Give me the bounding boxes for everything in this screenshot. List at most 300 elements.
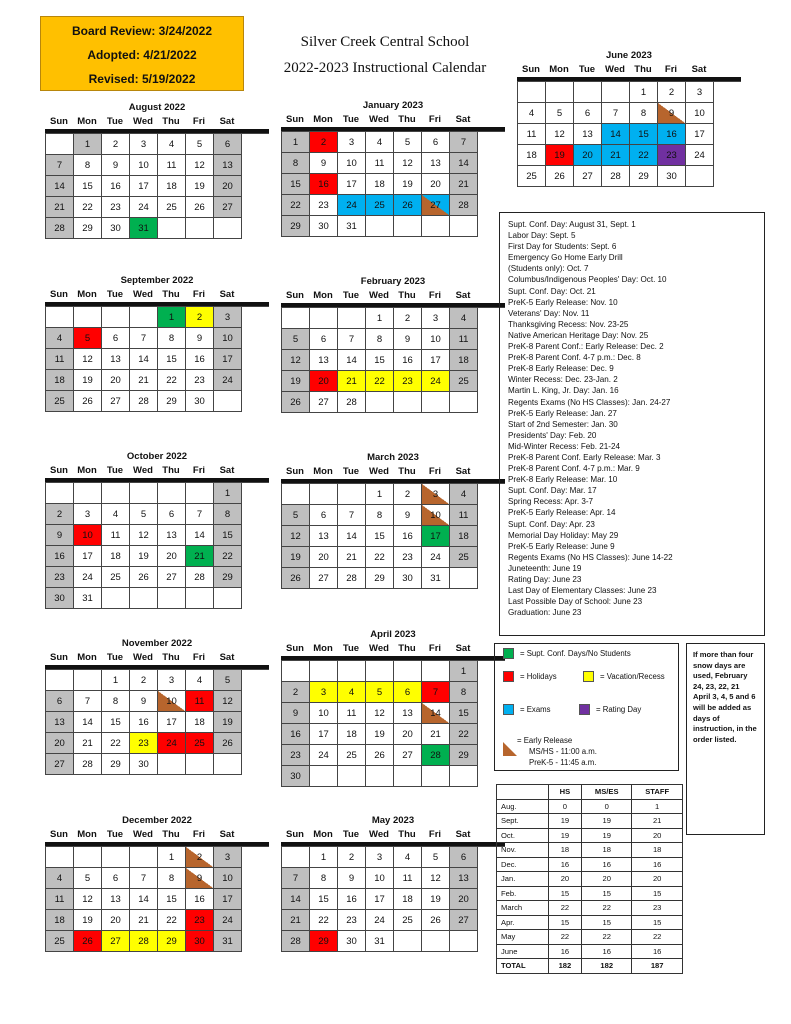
weekday-label: Tue xyxy=(578,64,596,75)
day-cell: 5 xyxy=(546,103,574,124)
month-name: September 2022 xyxy=(120,275,194,286)
day-grid xyxy=(281,307,505,413)
day-cell: 8 xyxy=(310,868,338,889)
day-grid xyxy=(45,133,269,239)
day-cell: 17 xyxy=(422,526,450,547)
day-cell: 30 xyxy=(658,166,686,187)
day-grid xyxy=(45,669,269,775)
day-cell: 24 xyxy=(366,910,394,931)
empty-cell xyxy=(130,307,158,328)
day-cell: 27 xyxy=(450,910,478,931)
weekday-label: Mon xyxy=(313,643,333,654)
day-cell: 7 xyxy=(186,504,214,525)
table-cell: 22 xyxy=(582,930,632,945)
day-cell: 31 xyxy=(214,931,242,952)
table-cell: 16 xyxy=(582,944,632,959)
day-cell: 24 xyxy=(686,145,714,166)
weekday-label: Sat xyxy=(455,829,471,840)
day-cell: 4 xyxy=(46,328,74,349)
day-cell: 17 xyxy=(338,174,366,195)
day-cell: 15 xyxy=(214,525,242,546)
day-cell: 1 xyxy=(158,307,186,328)
day-cell: 25 xyxy=(338,745,366,766)
day-grid xyxy=(517,81,741,187)
day-cell: 23 xyxy=(46,567,74,588)
note-line: Columbus/Indigenous Peoples' Day: Oct. 10 xyxy=(508,275,667,285)
table-cell: 15 xyxy=(632,915,683,930)
day-cell: 11 xyxy=(102,525,130,546)
day-cell: 17 xyxy=(214,349,242,370)
day-cell: 8 xyxy=(282,153,310,174)
day-cell: 14 xyxy=(282,889,310,910)
table-cell: 20 xyxy=(632,828,683,843)
day-cell: 6 xyxy=(310,329,338,350)
day-cell: 24 xyxy=(422,371,450,392)
day-cell: 10 xyxy=(422,329,450,350)
table-row xyxy=(497,886,683,901)
note-line: Supt. Conf. Day: Oct. 21 xyxy=(508,286,596,296)
day-cell: 23 xyxy=(394,547,422,568)
day-cell: 15 xyxy=(158,349,186,370)
weekday-label: Mon xyxy=(77,829,97,840)
note-line: Memorial Day Holiday: May 29 xyxy=(508,530,619,540)
day-cell: 22 xyxy=(214,546,242,567)
empty-cell xyxy=(186,483,214,504)
weekday-label: Fri xyxy=(192,652,206,663)
day-cell: 4 xyxy=(394,847,422,868)
weekday-label: Sun xyxy=(522,64,540,75)
day-cell: 16 xyxy=(310,174,338,195)
empty-cell xyxy=(214,588,242,609)
day-cell: 16 xyxy=(394,350,422,371)
day-cell: 1 xyxy=(214,483,242,504)
day-cell: 15 xyxy=(450,703,478,724)
day-cell: 12 xyxy=(214,691,242,712)
note-line: Supt. Conf. Day: Mar. 17 xyxy=(508,486,597,496)
day-cell: 31 xyxy=(422,568,450,589)
day-cell: 3 xyxy=(74,504,102,525)
weekday-label: Fri xyxy=(192,465,206,476)
weekday-label: Wed xyxy=(133,829,153,840)
day-cell: 6 xyxy=(310,505,338,526)
day-cell: 3 xyxy=(338,132,366,153)
day-cell: 27 xyxy=(394,745,422,766)
note-line: PreK-8 Early Release: Dec. 9 xyxy=(508,364,614,374)
note-line: Supt. Conf. Day: August 31, Sept. 1 xyxy=(508,220,636,229)
note-line: Supt. Conf. Day: Apr. 23 xyxy=(508,519,595,529)
table-cell: 18 xyxy=(548,843,581,858)
weekday-label: Mon xyxy=(313,114,333,125)
table-cell: March xyxy=(497,901,549,916)
weekday-label: Sun xyxy=(286,643,304,654)
note-line: Regents Exams (No HS Classes): Jan. 24-27 xyxy=(508,397,671,407)
weekday-header xyxy=(45,652,269,665)
weekday-label: Wed xyxy=(369,290,389,301)
day-cell: 15 xyxy=(366,526,394,547)
day-cell: 25 xyxy=(158,197,186,218)
day-cell: 26 xyxy=(366,745,394,766)
weekday-header xyxy=(517,64,741,77)
day-cell: 25 xyxy=(450,371,478,392)
day-cell: 12 xyxy=(282,526,310,547)
day-cell: 6 xyxy=(214,134,242,155)
day-cell: 10 xyxy=(686,103,714,124)
table-cell: 15 xyxy=(548,886,581,901)
day-cell: 14 xyxy=(130,349,158,370)
day-cell: 22 xyxy=(450,724,478,745)
day-cell: 26 xyxy=(186,197,214,218)
note-line: PreK-5 Early Release: Jan. 27 xyxy=(508,408,617,418)
table-cell: 23 xyxy=(632,901,683,916)
day-cell: 19 xyxy=(130,546,158,567)
weekday-label: Tue xyxy=(342,114,360,125)
day-cell: 18 xyxy=(158,176,186,197)
day-cell: 12 xyxy=(366,703,394,724)
table-cell: 0 xyxy=(548,799,581,814)
day-cell: 22 xyxy=(282,195,310,216)
day-cell: 4 xyxy=(450,484,478,505)
weekday-label: Wed xyxy=(369,466,389,477)
day-cell: 23 xyxy=(310,195,338,216)
note-line: PreK-8 Parent Conf. Early Release: Mar. 3 xyxy=(508,452,661,462)
day-cell: 16 xyxy=(46,546,74,567)
empty-cell xyxy=(282,847,310,868)
day-cell: 27 xyxy=(310,392,338,413)
day-cell: 3 xyxy=(422,308,450,329)
note-line: Regents Exams (No HS Classes): June 14-22 xyxy=(508,552,673,562)
day-cell: 22 xyxy=(158,910,186,931)
day-cell: 26 xyxy=(214,733,242,754)
weekday-label: Fri xyxy=(428,643,442,654)
day-cell: 18 xyxy=(102,546,130,567)
day-cell: 28 xyxy=(422,745,450,766)
weekday-header xyxy=(281,466,505,479)
day-cell: 29 xyxy=(310,931,338,952)
weekday-label: Sat xyxy=(455,290,471,301)
empty-cell xyxy=(214,754,242,775)
weekday-header xyxy=(281,114,505,127)
table-cell: 22 xyxy=(548,901,581,916)
empty-cell xyxy=(450,568,478,589)
day-cell: 3 xyxy=(130,134,158,155)
weekday-label: Sat xyxy=(219,829,235,840)
table-cell: 16 xyxy=(632,857,683,872)
day-cell: 16 xyxy=(658,124,686,145)
day-cell: 2 xyxy=(46,504,74,525)
weekday-label: Wed xyxy=(369,829,389,840)
day-cell: 4 xyxy=(450,308,478,329)
empty-cell xyxy=(394,216,422,237)
table-row xyxy=(497,843,683,858)
weekday-label: Thu xyxy=(634,64,652,75)
day-cell: 29 xyxy=(282,216,310,237)
table-cell: 18 xyxy=(582,843,632,858)
day-cell: 23 xyxy=(130,733,158,754)
table-cell: Nov. xyxy=(497,843,549,858)
day-cell: 1 xyxy=(366,308,394,329)
adopted-date: Adopted: 4/21/2022 xyxy=(87,48,197,62)
day-cell: 17 xyxy=(214,889,242,910)
weekday-label: Thu xyxy=(398,466,416,477)
yellow-swatch-icon xyxy=(583,671,594,682)
day-cell: 23 xyxy=(282,745,310,766)
day-cell: 10 xyxy=(366,868,394,889)
table-cell: 16 xyxy=(632,944,683,959)
day-cell: 11 xyxy=(366,153,394,174)
day-cell: 13 xyxy=(574,124,602,145)
day-cell: 14 xyxy=(338,350,366,371)
weekday-label: Tue xyxy=(106,652,124,663)
table-cell: Aug. xyxy=(497,799,549,814)
table-row xyxy=(497,872,683,887)
board-review-date: Board Review: 3/24/2022 xyxy=(71,24,213,38)
day-cell: 11 xyxy=(450,329,478,350)
weekday-label: Mon xyxy=(549,64,569,75)
day-cell: 11 xyxy=(158,155,186,176)
revised-date: Revised: 5/19/2022 xyxy=(88,72,196,86)
weekday-label: Tue xyxy=(106,289,124,300)
day-cell: 2 xyxy=(130,670,158,691)
day-cell: 5 xyxy=(282,505,310,526)
day-grid xyxy=(45,482,269,609)
day-cell: 16 xyxy=(338,889,366,910)
weekday-label: Sat xyxy=(455,466,471,477)
weekday-label: Sun xyxy=(50,289,68,300)
day-cell: 5 xyxy=(394,132,422,153)
table-cell: June xyxy=(497,944,549,959)
empty-cell xyxy=(74,670,102,691)
empty-cell xyxy=(422,931,450,952)
day-cell: 28 xyxy=(74,754,102,775)
day-cell: 29 xyxy=(158,931,186,952)
day-cell: 14 xyxy=(450,153,478,174)
weekday-label: Wed xyxy=(133,116,153,127)
weekday-label: Fri xyxy=(192,829,206,840)
note-line: PreK-8 Early Release: Mar. 10 xyxy=(508,475,618,485)
empty-cell xyxy=(186,754,214,775)
weekday-label: Sun xyxy=(50,829,68,840)
table-row xyxy=(497,915,683,930)
note-line: Rating Day: June 23 xyxy=(508,575,582,584)
day-cell: 31 xyxy=(338,216,366,237)
day-cell: 10 xyxy=(158,691,186,712)
table-cell: 20 xyxy=(582,872,632,887)
day-cell: 3 xyxy=(422,484,450,505)
legend-exams: = Exams xyxy=(503,704,551,715)
day-cell: 20 xyxy=(574,145,602,166)
day-cell: 2 xyxy=(186,847,214,868)
weekday-label: Wed xyxy=(369,643,389,654)
table-row xyxy=(497,814,683,829)
day-cell: 21 xyxy=(186,546,214,567)
empty-cell xyxy=(310,661,338,682)
day-cell: 20 xyxy=(46,733,74,754)
day-cell: 4 xyxy=(518,103,546,124)
month-june-2023 xyxy=(517,50,741,187)
day-cell: 27 xyxy=(214,197,242,218)
day-cell: 21 xyxy=(282,910,310,931)
weekday-label: Thu xyxy=(398,290,416,301)
day-cell: 11 xyxy=(186,691,214,712)
weekday-label: Fri xyxy=(428,829,442,840)
weekday-label: Wed xyxy=(133,652,153,663)
weekday-label: Fri xyxy=(428,466,442,477)
day-cell: 8 xyxy=(102,691,130,712)
day-cell: 31 xyxy=(74,588,102,609)
day-cell: 19 xyxy=(282,547,310,568)
day-cell: 21 xyxy=(338,371,366,392)
day-cell: 12 xyxy=(394,153,422,174)
day-cell: 4 xyxy=(158,134,186,155)
table-cell: 0 xyxy=(582,799,632,814)
table-cell: Jan. xyxy=(497,872,549,887)
day-cell: 11 xyxy=(46,349,74,370)
day-cell: 13 xyxy=(310,526,338,547)
note-line: Thanksgiving Recess: Nov. 23-25 xyxy=(508,319,629,329)
day-cell: 27 xyxy=(574,166,602,187)
day-cell: 14 xyxy=(46,176,74,197)
day-cell: 29 xyxy=(214,567,242,588)
snow-days-note: If more than four snow days are used, February 24, 23, 22, 21 April 3, 4, 5 and 6 will be added as days of instruction, in the order listed. xyxy=(686,643,765,835)
day-cell: 9 xyxy=(46,525,74,546)
day-cell: 25 xyxy=(46,931,74,952)
month-name: May 2023 xyxy=(371,815,415,826)
day-cell: 18 xyxy=(518,145,546,166)
day-cell: 7 xyxy=(130,868,158,889)
note-line: PreK-8 Parent Conf. 4-7 p.m.: Mar. 9 xyxy=(508,464,640,474)
day-cell: 19 xyxy=(394,174,422,195)
day-grid xyxy=(281,846,505,952)
day-cell: 13 xyxy=(310,350,338,371)
day-cell: 6 xyxy=(102,328,130,349)
empty-cell xyxy=(422,766,450,787)
table-cell: 182 xyxy=(548,959,581,974)
note-line: PreK-8 Parent Conf. 4-7 p.m.: Dec. 8 xyxy=(508,353,641,363)
day-cell: 29 xyxy=(158,391,186,412)
weekday-label: Tue xyxy=(106,829,124,840)
table-cell: Apr. xyxy=(497,915,549,930)
day-cell: 13 xyxy=(158,525,186,546)
day-cell: 24 xyxy=(214,910,242,931)
day-cell: 23 xyxy=(186,910,214,931)
day-cell: 14 xyxy=(338,526,366,547)
weekday-label: Wed xyxy=(605,64,625,75)
weekday-label: Mon xyxy=(77,116,97,127)
day-grid xyxy=(281,660,505,787)
note-line: Last Day of Elementary Classes: June 23 xyxy=(508,586,657,596)
weekday-label: Tue xyxy=(106,116,124,127)
day-cell: 15 xyxy=(310,889,338,910)
month-name: December 2022 xyxy=(122,815,192,826)
note-line: Native American Heritage Day: Nov. 25 xyxy=(508,330,649,340)
day-cell: 5 xyxy=(214,670,242,691)
day-cell: 24 xyxy=(214,370,242,391)
day-cell: 15 xyxy=(74,176,102,197)
table-header: HS xyxy=(548,785,581,800)
day-cell: 24 xyxy=(422,547,450,568)
day-cell: 2 xyxy=(310,132,338,153)
empty-cell xyxy=(102,588,130,609)
empty-cell xyxy=(46,847,74,868)
weekday-label: Sun xyxy=(286,114,304,125)
day-cell: 30 xyxy=(130,754,158,775)
empty-cell xyxy=(338,661,366,682)
day-cell: 27 xyxy=(158,567,186,588)
day-cell: 16 xyxy=(282,724,310,745)
day-cell: 23 xyxy=(338,910,366,931)
weekday-label: Sat xyxy=(219,465,235,476)
weekday-label: Sat xyxy=(455,114,471,125)
table-cell: May xyxy=(497,930,549,945)
day-cell: 1 xyxy=(158,847,186,868)
day-cell: 22 xyxy=(630,145,658,166)
month-name: April 2023 xyxy=(370,629,416,640)
day-cell: 21 xyxy=(602,145,630,166)
day-cell: 10 xyxy=(422,505,450,526)
day-cell: 9 xyxy=(394,505,422,526)
weekday-label: Sun xyxy=(286,829,304,840)
day-cell: 15 xyxy=(366,350,394,371)
day-cell: 22 xyxy=(102,733,130,754)
day-cell: 16 xyxy=(102,176,130,197)
day-cell: 5 xyxy=(130,504,158,525)
empty-cell xyxy=(46,134,74,155)
weekday-header xyxy=(45,829,269,842)
note-line: Labor Day: Sept. 5 xyxy=(508,231,576,241)
day-cell: 21 xyxy=(46,197,74,218)
day-cell: 9 xyxy=(130,691,158,712)
day-cell: 20 xyxy=(102,910,130,931)
day-cell: 28 xyxy=(602,166,630,187)
day-cell: 23 xyxy=(658,145,686,166)
day-cell: 4 xyxy=(46,868,74,889)
month-name: March 2023 xyxy=(367,452,419,463)
day-cell: 30 xyxy=(46,588,74,609)
table-header: STAFF xyxy=(632,785,683,800)
day-cell: 7 xyxy=(602,103,630,124)
day-cell: 1 xyxy=(630,82,658,103)
table-row xyxy=(497,857,683,872)
day-cell: 29 xyxy=(102,754,130,775)
day-cell: 20 xyxy=(310,547,338,568)
day-cell: 6 xyxy=(158,504,186,525)
month-april-2023 xyxy=(281,629,505,787)
day-cell: 26 xyxy=(546,166,574,187)
day-grid xyxy=(281,131,505,237)
day-cell: 7 xyxy=(422,682,450,703)
weekday-label: Wed xyxy=(133,289,153,300)
day-cell: 3 xyxy=(310,682,338,703)
note-line: PreK-5 Early Release: June 9 xyxy=(508,541,615,551)
month-name: June 2023 xyxy=(606,50,652,61)
day-cell: 26 xyxy=(282,392,310,413)
day-cell: 13 xyxy=(422,153,450,174)
day-cell: 11 xyxy=(518,124,546,145)
day-cell: 9 xyxy=(282,703,310,724)
weekday-header xyxy=(45,289,269,302)
day-cell: 13 xyxy=(394,703,422,724)
day-cell: 18 xyxy=(366,174,394,195)
empty-cell xyxy=(338,308,366,329)
day-cell: 18 xyxy=(46,910,74,931)
month-name: August 2022 xyxy=(128,102,186,113)
weekday-label: Thu xyxy=(162,652,180,663)
weekday-label: Sat xyxy=(455,643,471,654)
day-grid xyxy=(45,306,269,412)
empty-cell xyxy=(130,483,158,504)
day-cell: 19 xyxy=(546,145,574,166)
day-cell: 5 xyxy=(282,329,310,350)
